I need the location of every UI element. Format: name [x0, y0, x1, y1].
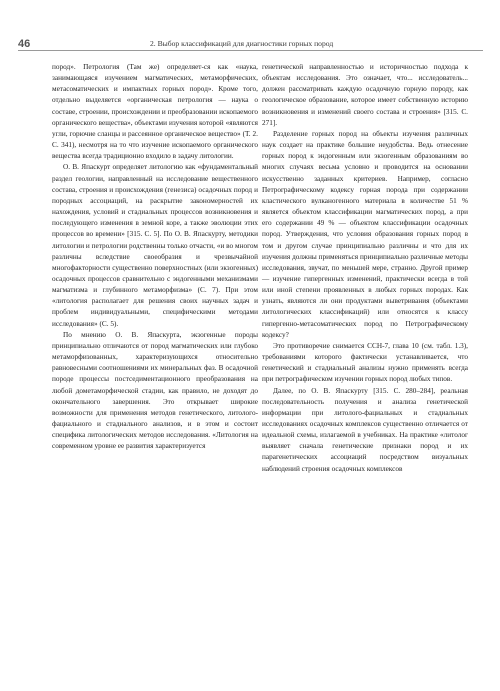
- paragraph: О. В. Япаскурт определяет литологию как «фундаментальный раздел геологии, направленный на исследование вещественного состава, строения и происхождения (генезиса) осадочных пород и породных ассоциаций, на раскрытие закономерностей их нахождения, условий и стадиальных процессов возникновения и последующего изменения в земной коре, а также эволюции этих процессов во времени» [315. С. 5]. По О. В. Япаскурту, методики литологии и петрологии родственны только отчасти, «и во многом различны вследствие своеобразия и чрезвычайной многофакторности существенно поверхностных (или экзогенных) осадочных процессов сравнительно с эндогенными механизмами магматизма и глубинного метаморфизма» (С. 7). При этом «литология располагает для решения своих научных задач и проблем индивидуальными, специфическими методами исследования» (С. 5).: [52, 163, 258, 328]
- paragraph: Разделение горных пород на объекты изучения различных наук создает на практике большие неудобства. Ведь отнесение горных пород к эндогенным или экзогенным образованиям во многих случаях весьма условно и проводится на основании искусственно заданных критериев. Например, согласно Петрографическому кодексу горная порода при содержании кластического вулканогенного материала в количестве 51 % является объектом классификации магматических пород, а при его содержании 49 % — объектом классификации осадочных пород. Утверждения, что условия образования горных пород в том и другом случае принципиально различны и что для их изучения должны применяться принципиально различные методы исследования, звучат, по меньшей мере, странно. Другой пример — изучение гипергенных изменений, практически всегда в той или иной степени проявленных в любых горных породах. Как узнать, являются ли они продуктами выветривания (объектами литологических классификаций) или относятся к классу гипергенно-метасоматических пород по Петрографическому кодексу?: [262, 129, 468, 339]
- paragraph: По мнению О. В. Япаскурта, экзогенные породы принципиально отличаются от пород магматических или глубоко метаморфизованных, характеризующихся относительно равновесными соотношениями их минеральных фаз. В осадочной породе процессы постседиментационного преобразования на любой дометаморфической стадии, как правило, не доходят до окончательного завершения. Это открывает широкие возможности для применения методов генетического, литолого-фациального и стадиального анализов, и в этом и состоит специфика литологических методов исследования. «Литология на современном уровне ее развития характеризуется: [52, 330, 258, 451]
- header-rule: [18, 50, 483, 51]
- left-column: [52, 62, 258, 452]
- page-number: 46: [18, 38, 31, 50]
- paragraph: Далее, по О. В. Япаскурту [315. С. 280–284], реальная последовательность получения и анализа генетической информации при литолого-фациальных и стадиальных исследованиях осадочных комплексов существенно отличается от идеальной схемы, излагаемой в учебниках. На практике «литолог выявляет сначала генетические признаки пород и их парагенетических ассоциаций посредством визуальных наблюдений строения осадочных комплексов: [262, 386, 468, 473]
- paragraph: пород». Петрология (Там же) определяет-ся как «наука, занимающаяся изучением магматических, метаморфических, метасоматических и импактных горных пород». Кроме того, отдельно выделяется «органическая петрология — наука о составе, строении, происхождении и преобразовании ископаемого органического вещества», объектами изучения которой «являются угли, горючие сланцы и рассеянное органическое вещество» (Т. 2. С. 341), несмотря на то что изучение ископаемого органического вещества всегда традиционно входило в задачу литологии.: [52, 63, 258, 161]
- running-title: 2. Выбор классификаций для диагностики горных пород: [150, 39, 334, 48]
- paragraph: Это противоречие снимается ССН-7, глава 10 (см. табл. 1.3), требованиями которого фактически устанавливается, что генетический и стадиальный анализы нужно применять всегда при петрографическом изучении горных пород любых типов.: [262, 341, 468, 384]
- paragraph: генетической направленностью и историчностью подхода к объектам исследования. Это означает, что... исследователь... должен рассматривать каждую осадочную горную породу, как геологическое образование, которое имеет собственную историю возникновения и изменений своего состава и строения» [315. С. 271].: [262, 63, 468, 127]
- page-header: [0, 0, 500, 50]
- right-column: [262, 62, 468, 475]
